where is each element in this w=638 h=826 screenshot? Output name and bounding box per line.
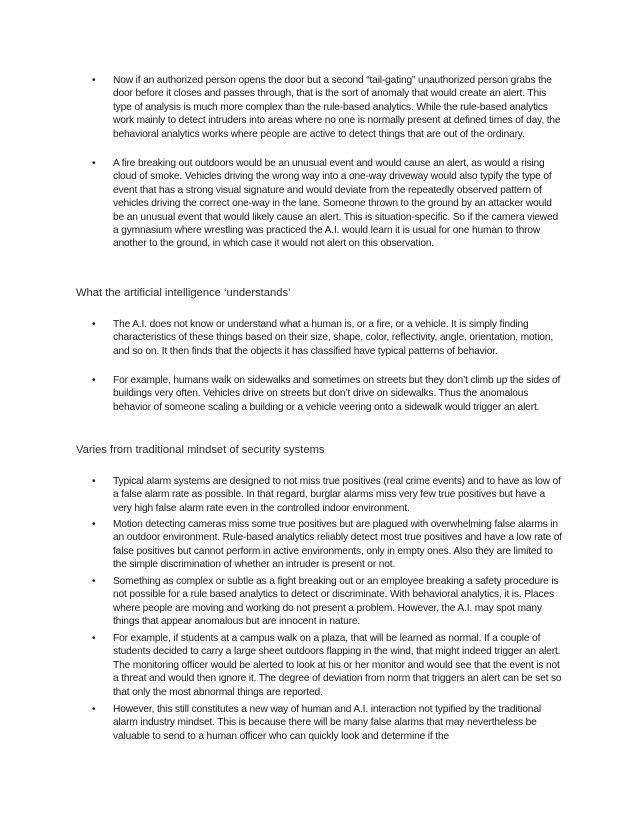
bullet-icon: •: [92, 519, 96, 530]
bullet-icon: •: [92, 158, 96, 169]
list-item-text: A fire breaking out outdoors would be an unusual event and would cause an alert, as would a rising cloud of smoke. Vehicles driving the wrong way into a one-way driveway would also typify the type of event that has a strong visual signature and would deviate from the repeatedly observed pattern of vehicles driving the correct one-way in the lane. Someone thrown to the ground by an attacker would be an unusual event that would likely cause an alert. This is situation-specific. So if the camera viewed a gymnasium where wrestling was practiced the A.I. would learn it is usual for one human to throw another to the ground, in which case it would not alert on this observation.: [113, 158, 559, 250]
list-item-text: Motion detecting cameras miss some true positives but are plagued with overwhelming false alarms in an outdoor environment. Rule-based analytics reliably detect most true positives and have a low rate of false positives but cannot perform in active environments, only in empty ones. Also they are limited to the simple discrimination of whether an intruder is present or not.: [113, 519, 562, 571]
list-item: [92, 703, 565, 743]
list-item-text: The A.I. does not know or understand what a human is, or a fire, or a vehicle. It is simply finding characteristics of these things based on their size, shape, color, reflectivity, angle, orientation, motion, and so on. It then finds that the objects it has classified have typical patterns of behavior.: [113, 319, 554, 357]
list-item: [92, 518, 565, 572]
list-item-text: Typical alarm systems are designed to not miss true positives (real crime events) and to have as low of a false alarm rate as possible. In that regard, burglar alarms miss very few true positives but have a very high false alarm rate even in the controlled indoor environment.: [113, 476, 561, 514]
list-item: [92, 74, 565, 141]
list-item: [92, 475, 565, 515]
bullet-icon: •: [92, 319, 96, 330]
bullet-icon: •: [92, 476, 96, 487]
list-item: [92, 632, 565, 699]
list-item: [92, 157, 565, 251]
list-item: [92, 575, 565, 629]
list-item-text: For example, humans walk on sidewalks and sometimes on streets but they don’t climb up the sides of buildings very often. Vehicles drive on streets but don’t drive on sidewalks. Thus the anomalous behavior of someone scaling a building or a vehicle veering onto a sidewalk would trigger an alert.: [113, 375, 561, 413]
bullet-icon: •: [92, 704, 96, 715]
section-heading-understands: What the artificial intelligence ‘understands’: [76, 287, 291, 299]
list-item-text: For example, if students at a campus walk on a plaza, that will be learned as normal. If a couple of students decided to carry a large sheet outdoors flapping in the wind, that might indeed trigger an alert. The monitoring officer would be alerted to look at his or her monitor and would see that the event is not a threat and would then ignore it. The degree of deviation from norm that triggers an alert can be set so that only the most abnormal things are reported.: [113, 633, 562, 698]
list-item-text: Something as complex or subtle as a fight breaking out or an employee breaking a safety procedure is not possible for a rule based analytics to detect or discriminate. With behavioral analytics, it is. Places where people are moving and working do not present a problem. However, the A.I. may spot many things that appear anomalous but are innocent in nature.: [113, 576, 559, 628]
list-item-text: Now if an authorized person opens the door but a second “tail-gating” unauthorized person grabs the door before it closes and passes through, that is the sort of anomaly that would create an alert. This type of analysis is much more complex than the rule-based analytics. While the rule-based analytics work mainly to detect intruders into areas where no one is normally present at defined times of day, the behavioral analytics works where people are active to detect things that are out of the ordinary.: [113, 75, 561, 140]
section-heading-varies: Varies from traditional mindset of security systems: [76, 444, 325, 456]
bullet-icon: •: [92, 576, 96, 587]
list-item: [92, 374, 565, 414]
bullet-icon: •: [92, 375, 96, 386]
bullet-icon: •: [92, 75, 96, 86]
list-item-text: However, this still constitutes a new way of human and A.I. interaction not typified by the traditional alarm industry mindset. This is because there will be many false alarms that may nevertheless be valuable to send to a human officer who can quickly look and determine if the: [113, 704, 541, 742]
list-item: [92, 318, 565, 358]
bullet-icon: •: [92, 633, 96, 644]
